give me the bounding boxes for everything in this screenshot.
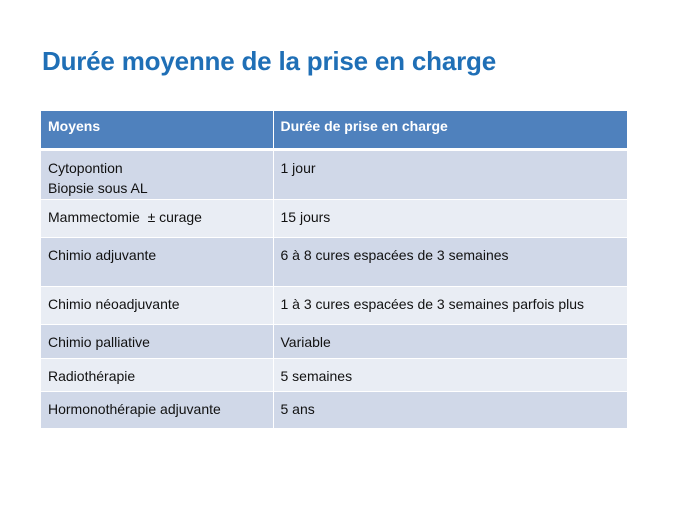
cell-duration: 5 semaines bbox=[273, 358, 627, 391]
cell-means bbox=[41, 391, 273, 428]
cell-means bbox=[41, 358, 273, 391]
cell-duration: 15 jours bbox=[273, 199, 627, 237]
cell-means bbox=[41, 286, 273, 324]
table-row bbox=[41, 149, 627, 199]
cell-means bbox=[41, 237, 273, 286]
table-row bbox=[41, 391, 627, 428]
header-duration: Durée de prise en charge bbox=[273, 111, 627, 149]
means-line: Radiothérapie bbox=[48, 367, 136, 384]
table-row bbox=[41, 286, 627, 324]
cell-means bbox=[41, 324, 273, 358]
cell-duration: 6 à 8 cures espacées de 3 semaines bbox=[273, 237, 627, 286]
means-line: Chimio néoadjuvante bbox=[48, 295, 180, 312]
cell-means bbox=[41, 199, 273, 237]
means-line: Biopsie sous AL bbox=[48, 179, 148, 196]
cell-duration: 1 à 3 cures espacées de 3 semaines parfois plus bbox=[273, 286, 627, 324]
header-means: Moyens bbox=[41, 111, 273, 149]
means-line: Cytopontion bbox=[48, 159, 123, 176]
cell-duration: Variable bbox=[273, 324, 627, 358]
duration-table bbox=[41, 111, 627, 429]
table-row bbox=[41, 324, 627, 358]
slide-title: Durée moyenne de la prise en charge bbox=[42, 46, 496, 76]
cell-means bbox=[41, 149, 273, 199]
table-row bbox=[41, 237, 627, 286]
means-line: Mammectomie ± curage bbox=[48, 208, 202, 225]
table-row bbox=[41, 358, 627, 391]
table-row bbox=[41, 199, 627, 237]
cell-duration: 5 ans bbox=[273, 391, 627, 428]
table-header-row bbox=[41, 111, 627, 149]
means-line: Chimio palliative bbox=[48, 333, 150, 350]
means-line: Hormonothérapie adjuvante bbox=[48, 400, 221, 417]
cell-duration: 1 jour bbox=[273, 149, 627, 199]
means-line: Chimio adjuvante bbox=[48, 246, 157, 263]
